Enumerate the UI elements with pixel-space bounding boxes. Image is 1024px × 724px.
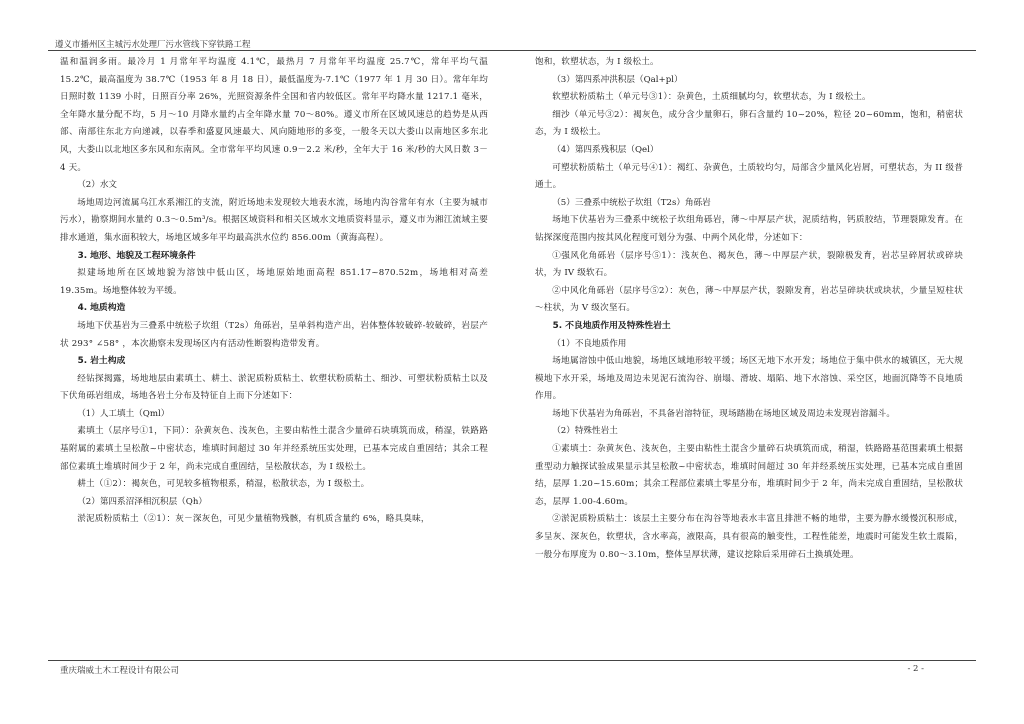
paragraph: 场地下伏基岩为角砾岩，不具备岩溶特征，现场踏勘在场地区域及周边未发现岩溶漏斗。 [552, 408, 896, 419]
subheading: （4）第四系残积层（Qel） [552, 144, 659, 155]
footer-company: 重庆瑞威土木工程设计有限公司 [60, 666, 180, 676]
footer-rule [48, 660, 976, 661]
subheading: （3）第四系冲洪积层（Qal+pl） [552, 74, 683, 85]
subheading: （1）人工填土（Qml） [77, 408, 170, 419]
header-rule [48, 50, 976, 51]
right-column [535, 54, 963, 654]
page-header: 遵义市播州区主城污水处理厂污水管线下穿铁路工程 [55, 40, 251, 50]
paragraph: 淤泥质粉质粘土（②1）：灰－深灰色，可见少量植物残骸，有机质含量约 6%，略具臭味， [77, 514, 430, 525]
subheading: （1）不良地质作用 [552, 338, 627, 349]
paragraph: 可塑状粉质粘土（单元号④1）：褐红、杂黄色，土质较均匀，局部含少量风化岩屑，可塑状态，为 II 级普通土。 [535, 162, 963, 191]
paragraph: 场地属溶蚀中低山地貌，场地区域地形较平缓；场区无地下水开发；场地位于集中供水的城镇区，无大规模地下水开采，场地及周边未见泥石流沟谷、崩塌、滑坡、塌陷、地下水溶蚀、采空区，地面沉降等不良地质作用。 [535, 356, 963, 402]
subheading: （2）特殊性岩土 [552, 426, 618, 437]
left-column [60, 54, 488, 654]
paragraph: ②中风化角砾岩（层序号⑤2）：灰色，薄～中厚层产状，裂隙发育，岩芯呈碎块状或块状，少量呈短柱状～柱状，为 V 级次坚石。 [535, 285, 963, 314]
paragraph: 场地下伏基岩为三叠系中统松子坎组角砾岩，薄～中厚层产状，泥质结构，钙质胶结，节理裂隙发育。在钻探深度范围内按其风化程度可划分为强、中两个风化带，分述如下： [535, 215, 963, 243]
section-heading: 3. 地形、地貌及工程环境条件 [77, 250, 196, 261]
paragraph: 场地周边河流属乌江水系湘江的支流，附近场地未发现较大地表水流，场地内沟谷常年有水（主要为城市污水），勘察期间水量约 0.3～0.5m³/s。根据区域资料和相关区域水文地质资料显示，遵义市为湘江流域主要排水通道，集水面积较大，场地区域多年平均最高洪水位约 856.00m（黄海高程）。 [60, 197, 488, 243]
subheading: （5）三叠系中统松子坎组（T2s）角砾岩 [552, 197, 711, 208]
paragraph: ①素填土：杂黄灰色、浅灰色，主要由粘性土混含少量碎石块填筑而成，稍湿，铁路路基范围素填土根据重型动力触探试验成果显示其呈松散~中密状态，堆填时间超过 30 年并经系统压实处理，已基本完成自重固结，层厚 1.20~15.60m；其余工程部位素填土零星分布，堆填时间少于 2 年，尚未完成自重固结，呈松散状态，层厚 1.00-4.60m。 [535, 444, 963, 507]
paragraph: 软塑状粉质粘土（单元号③1）：杂黄色，土质细腻均匀，软塑状态，为 I 级松土。 [552, 92, 871, 103]
paragraph: ②淤泥质粉质粘土：该层土主要分布在沟谷等地表水丰富且排泄不畅的地带，主要为静水缓慢沉积形成，多呈灰、深灰色，软塑状，含水率高，液限高，具有很高的触变性，工程性能差，地震时可能发生软土震陷，一般分布厚度为 0.80～3.10m，整体呈厚状薄，建议挖除后采用碎石土换填处理。 [535, 514, 963, 560]
subheading: （2）水文 [77, 180, 118, 191]
section-heading: 5. 岩土构成 [77, 356, 126, 367]
paragraph: 耕土（①2）：褐灰色，可见较多植物根系，稍湿，松散状态，为 I 级松土。 [77, 479, 370, 490]
section-heading: 4. 地质构造 [77, 303, 126, 314]
page-number: - 2 - [907, 664, 924, 674]
paragraph: 温和温润多雨。最冷月 1 月常年平均温度 4.1℃，最热月 7 月常年平均温度 25.7℃，常年平均气温 15.2℃，最高温度为 38.7℃（1953 年 8 月 18 日），最低温度为-7.1℃（1977 年 1 月 30 日）。常年年均日照时数 1139 小时，日照百分率 26%，光照资源条件全国和省内较低区。常年平均降水量 1217.1 毫米，全年降水量分配不均，5 月～10 月降水量约占全年降水量 70～80%。遵义市所在区域风速总的趋势是从西部、南部往东北方向递减，以春季和盛夏风速最大、风向随地形的多变，一般冬天以大娄山以南地区多东北风，大娄山以北地区多东风和东南风。全市常年平均风速 0.9－2.2 米/秒，全年大于 16 米/秒的大风日数 3－4 天。 [60, 57, 488, 173]
paragraph: 场地下伏基岩为三叠系中统松子坎组（T2s）角砾岩，呈单斜构造产出，岩体整体较破碎-较破碎，岩层产状 293° ∠58° ，本次勘察未发现场区内有活动性断裂构造带发育。 [60, 320, 488, 349]
paragraph: 饱和，软塑状态，为 I 级松土。 [535, 57, 659, 67]
paragraph: 拟建场地所在区域地貌为溶蚀中低山区，场地原始地面高程 851.17~870.52m，场地相对高差 19.35m。场地整体较为平缓。 [60, 268, 488, 296]
subheading: （2）第四系沼泽相沉积层（Qh） [77, 496, 207, 507]
paragraph: 细沙（单元号③2）：褐灰色，成分含少量卵石，卵石含量约 10~20%，粒径 20~60mm，饱和，稍密状态，为 I 级松土。 [535, 109, 963, 138]
paragraph: ①强风化角砾岩（层序号⑤1）：浅灰色、褐灰色，薄～中厚层产状，裂隙极发育，岩芯呈碎屑状或碎块状，为 IV 级软石。 [535, 250, 963, 279]
paragraph: 经钻探揭露，场地地层由素填土、耕土、淤泥质粉质粘土、软塑状粉质粘土、细沙、可塑状粉质粘土以及下伏角砾岩组成，场地各岩土分布及特征自上而下分述如下： [60, 373, 488, 402]
section-heading: 5. 不良地质作用及特殊性岩土 [552, 320, 671, 331]
paragraph: 素填土（层序号①1，下同）：杂黄灰色、浅灰色，主要由粘性土混含少量碎石块填筑而成，稍湿，铁路路基附属的素填土呈松散~中密状态，堆填时间超过 30 年并经系统压实处理，已基本完成自重固结；其余工程部位素填土堆填时间少于 2 年，尚未完成自重固结，呈松散状态，为 I 级松土。 [60, 426, 488, 472]
